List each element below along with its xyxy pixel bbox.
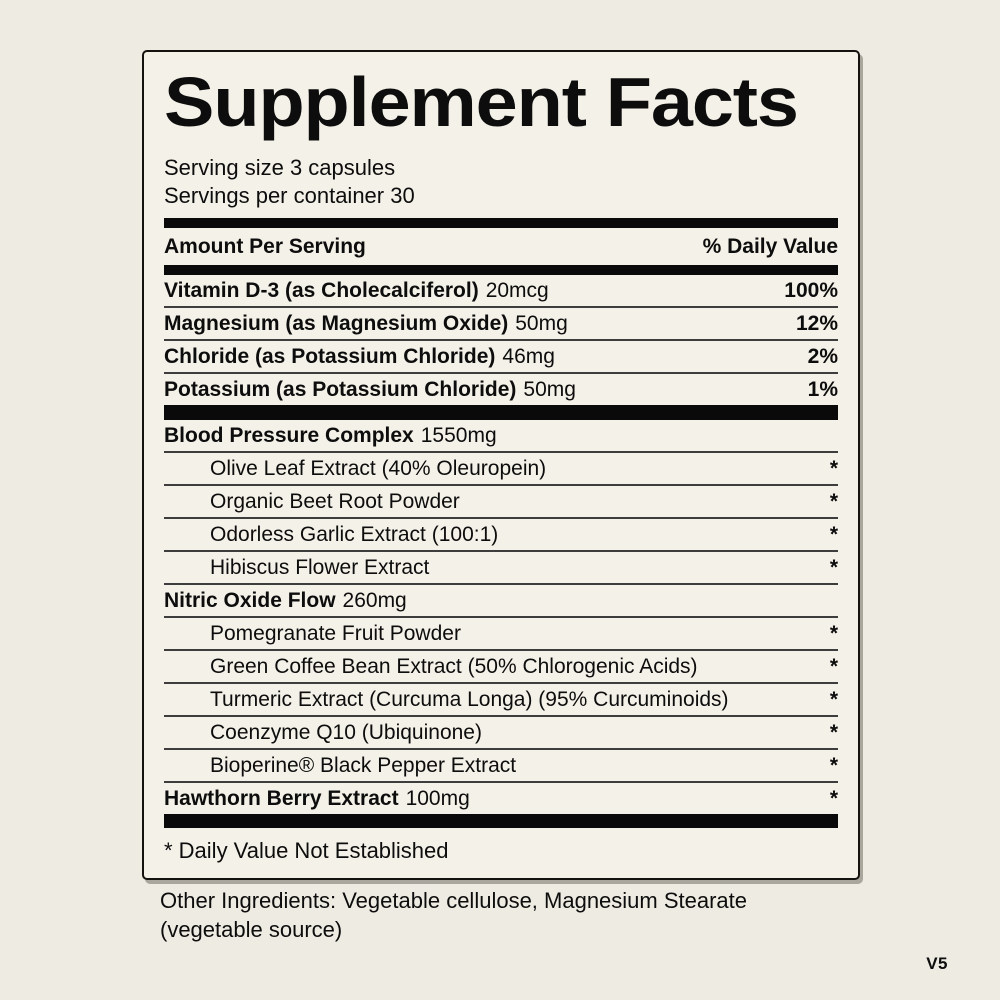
daily-value-footnote: * Daily Value Not Established [164, 838, 449, 863]
blend-amount: 260mg [342, 589, 407, 612]
blend-amount: 1550mg [420, 424, 497, 447]
sub-ingredient-name: Olive Leaf Extract (40% Oleuropein) [210, 457, 547, 480]
daily-value-header: % Daily Value [702, 235, 838, 258]
divider-thick-bar [164, 265, 838, 275]
daily-value-asterisk: * [829, 457, 838, 480]
nutrient-amount: 100mg [405, 787, 470, 810]
daily-value-asterisk: * [829, 688, 838, 711]
daily-value-asterisk: * [829, 622, 838, 645]
nutrient-text [164, 344, 555, 369]
daily-value-asterisk: * [829, 523, 838, 546]
nutrient-row [164, 783, 838, 814]
daily-value: 12% [795, 312, 838, 335]
sub-ingredient-text [164, 621, 461, 646]
sub-ingredient-text [164, 489, 460, 514]
panel-title: Supplement Facts [164, 63, 798, 141]
nutrient-text [164, 278, 549, 303]
sub-ingredient-text [164, 687, 729, 712]
sub-ingredient-row [164, 618, 838, 651]
blend-name: Blood Pressure Complex [164, 424, 414, 447]
nutrient-name: Potassium (as Potassium Chloride) [164, 378, 517, 401]
sub-ingredient-row [164, 717, 838, 750]
nutrient-row [164, 374, 838, 405]
nutrient-name: Hawthorn Berry Extract [164, 787, 399, 810]
divider-thick-bar [164, 814, 838, 828]
daily-value-asterisk: * [829, 655, 838, 678]
sub-ingredient-name: Hibiscus Flower Extract [210, 556, 430, 579]
sub-ingredient-text [164, 555, 429, 580]
sub-ingredient-name: Turmeric Extract (Curcuma Longa) (95% Curcuminoids) [210, 688, 729, 711]
daily-value-asterisk: * [829, 490, 838, 513]
divider-thick-bar [164, 218, 838, 228]
supplement-facts-panel [142, 50, 860, 880]
serving-size-line: Serving size 3 capsules [164, 155, 396, 180]
sub-ingredient-text [164, 456, 546, 481]
daily-value: 100% [784, 279, 838, 302]
sub-ingredient-row [164, 684, 838, 717]
nutrient-name: Chloride (as Potassium Chloride) [164, 345, 496, 368]
sub-ingredient-row [164, 519, 838, 552]
sub-ingredient-name: Pomegranate Fruit Powder [210, 622, 461, 645]
sub-ingredient-row [164, 651, 838, 684]
sub-ingredient-row [164, 750, 838, 783]
sub-ingredient-name: Green Coffee Bean Extract (50% Chlorogenic Acids) [210, 655, 698, 678]
blend-text [164, 423, 497, 448]
daily-value-asterisk: * [829, 754, 838, 777]
sub-ingredient-name: Odorless Garlic Extract (100:1) [210, 523, 499, 546]
nutrient-text [164, 377, 576, 402]
column-header-row [164, 228, 838, 265]
servings-per-container-line: Servings per container 30 [164, 183, 415, 208]
nutrient-name: Vitamin D-3 (as Cholecalciferol) [164, 279, 479, 302]
blend-name: Nitric Oxide Flow [164, 589, 336, 612]
divider-thick-bar [164, 405, 838, 420]
daily-value-asterisk: * [829, 721, 838, 744]
daily-value: 2% [807, 345, 838, 368]
sub-ingredient-row [164, 453, 838, 486]
daily-value-asterisk: * [829, 556, 838, 579]
nutrient-text [164, 311, 568, 336]
sub-ingredient-name: Coenzyme Q10 (Ubiquinone) [210, 721, 482, 744]
nutrient-row [164, 341, 838, 374]
nutrient-amount: 50mg [523, 378, 576, 401]
sub-ingredient-text [164, 720, 482, 745]
nutrient-amount: 20mcg [485, 279, 549, 302]
blend-text [164, 588, 407, 613]
nutrient-amount: 50mg [515, 312, 568, 335]
nutrient-row [164, 308, 838, 341]
sub-ingredient-name: Organic Beet Root Powder [210, 490, 460, 513]
amount-per-serving-header: Amount Per Serving [164, 235, 366, 258]
daily-value: 1% [807, 378, 838, 401]
sub-ingredient-name: Bioperine® Black Pepper Extract [210, 754, 517, 777]
daily-value-asterisk: * [829, 787, 838, 810]
version-tag: V5 [926, 954, 948, 973]
sub-ingredient-text [164, 522, 498, 547]
nutrient-amount: 46mg [502, 345, 555, 368]
blend-header-row [164, 420, 838, 453]
other-ingredients-text: Other Ingredients: Vegetable cellulose, Magnesium Stearate (vegetable source) [160, 888, 748, 942]
blend-header-row [164, 585, 838, 618]
sub-ingredient-text [164, 654, 698, 679]
nutrient-row [164, 275, 838, 308]
sub-ingredient-row [164, 486, 838, 519]
sub-ingredient-row [164, 552, 838, 585]
nutrient-name: Magnesium (as Magnesium Oxide) [164, 312, 509, 335]
nutrient-text [164, 786, 470, 811]
sub-ingredient-text [164, 753, 516, 778]
